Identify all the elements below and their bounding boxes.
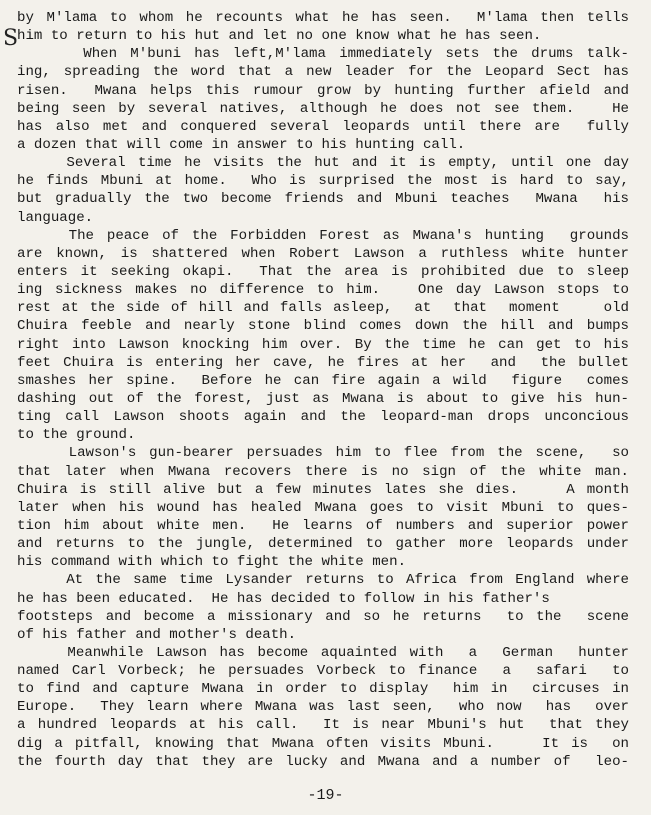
text-line: Meanwhile Lawson has become aquainted with a German hunter xyxy=(17,644,629,661)
text-line: to find and capture Mwana in order to display him in circuses in xyxy=(17,681,629,698)
text-line: smashes her spine. Before he can fire again a wild figure comes xyxy=(17,372,629,389)
text-line: The peace of the Forbidden Forest as Mwana's hunting grounds xyxy=(17,227,629,244)
text-line: named Carl Vorbeck; he persuades Vorbeck to finance a safari to xyxy=(17,663,629,680)
text-line: by M'lama to whom he recounts what he has seen. M'lama then tells xyxy=(17,10,629,26)
page-number: -19- xyxy=(307,787,344,804)
text-line: a hundred leopards at his call. It is near Mbuni's hut that they xyxy=(17,717,629,734)
text-line: When M'buni has left,M'lama immediately sets the drums talk- xyxy=(17,46,629,63)
text-line: Chuira feeble and nearly stone blind comes down the hill and bumps xyxy=(17,318,629,335)
text-line: but gradually the two become friends and Mbuni teaches Mwana his xyxy=(17,191,629,208)
text-line: At the same time Lysander returns to Africa from England where xyxy=(17,572,629,589)
text-line: he finds Mbuni at home. Who is surprised the most is hard to say, xyxy=(17,173,629,190)
text-line: Europe. They learn where Mwana was last seen, who now has over xyxy=(17,699,629,716)
text-line: of his father and mother's death. xyxy=(17,626,297,643)
text-line: dig a pitfall, knowing that Mwana often visits Mbuni. It is on xyxy=(17,735,629,752)
text-line: right into Lawson knocking him over. By the time he can get to his xyxy=(17,336,629,353)
text-line: dashing out of the forest, just as Mwana is about to give his hun- xyxy=(17,390,629,407)
text-line: enters it seeking okapi. That the area is prohibited due to sleep xyxy=(17,263,629,280)
margin-mark: S xyxy=(3,26,19,51)
text-line: him to return to his hut and let no one know what he has seen. xyxy=(17,28,542,45)
text-line: feet Chuira is entering her cave, he fires at her and the bullet xyxy=(17,354,629,371)
text-line: later when his wound has healed Mwana goes to visit Mbuni to ques- xyxy=(17,499,629,516)
text-line: Lawson's gun-bearer persuades him to flee from the scene, so xyxy=(17,445,629,462)
text-line: being seen by several natives, although he does not see them. He xyxy=(17,100,629,117)
text-line: risen. Mwana helps this rumour grow by hunting further afield and xyxy=(17,82,629,99)
text-line: to the ground. xyxy=(17,427,136,444)
text-line: and returns to the jungle, determined to gather more leopards under xyxy=(17,536,629,553)
text-line: that later when Mwana recovers there is no sign of the white man. xyxy=(17,463,629,480)
text-line: ing, spreading the word that a new leader for the Leopard Sect has xyxy=(17,64,629,81)
text-line: the fourth day that they are lucky and Mwana and a number of leo- xyxy=(17,753,629,770)
text-line: his command with which to fight the white men. xyxy=(17,554,407,571)
text-line: a dozen that will come in answer to his hunting call. xyxy=(17,136,466,153)
text-line: footsteps and become a missionary and so he returns to the scene xyxy=(17,608,629,625)
text-line: are known, is shattered when Robert Lawson a ruthless white hunter xyxy=(17,245,629,262)
text-line: Several time he visits the hut and it is empty, until one day xyxy=(17,155,629,172)
text-line: he has been educated. He has decided to follow in his father's xyxy=(17,590,550,607)
text-line: language. xyxy=(17,209,94,226)
text-line: tion him about white men. He learns of numbers and superior power xyxy=(17,517,629,534)
text-line: rest at the side of hill and falls asleep, at that moment old xyxy=(17,300,629,317)
text-line: Chuira is still alive but a few minutes lates she dies. A month xyxy=(17,481,629,498)
text-line: ing sickness makes no difference to him. One day Lawson stops to xyxy=(17,282,629,299)
body-text xyxy=(17,9,629,771)
text-line: ting call Lawson shoots again and the leopard-man drops unconcious xyxy=(17,409,629,426)
text-line: has also met and conquered several leopards until there are fully xyxy=(17,118,629,135)
